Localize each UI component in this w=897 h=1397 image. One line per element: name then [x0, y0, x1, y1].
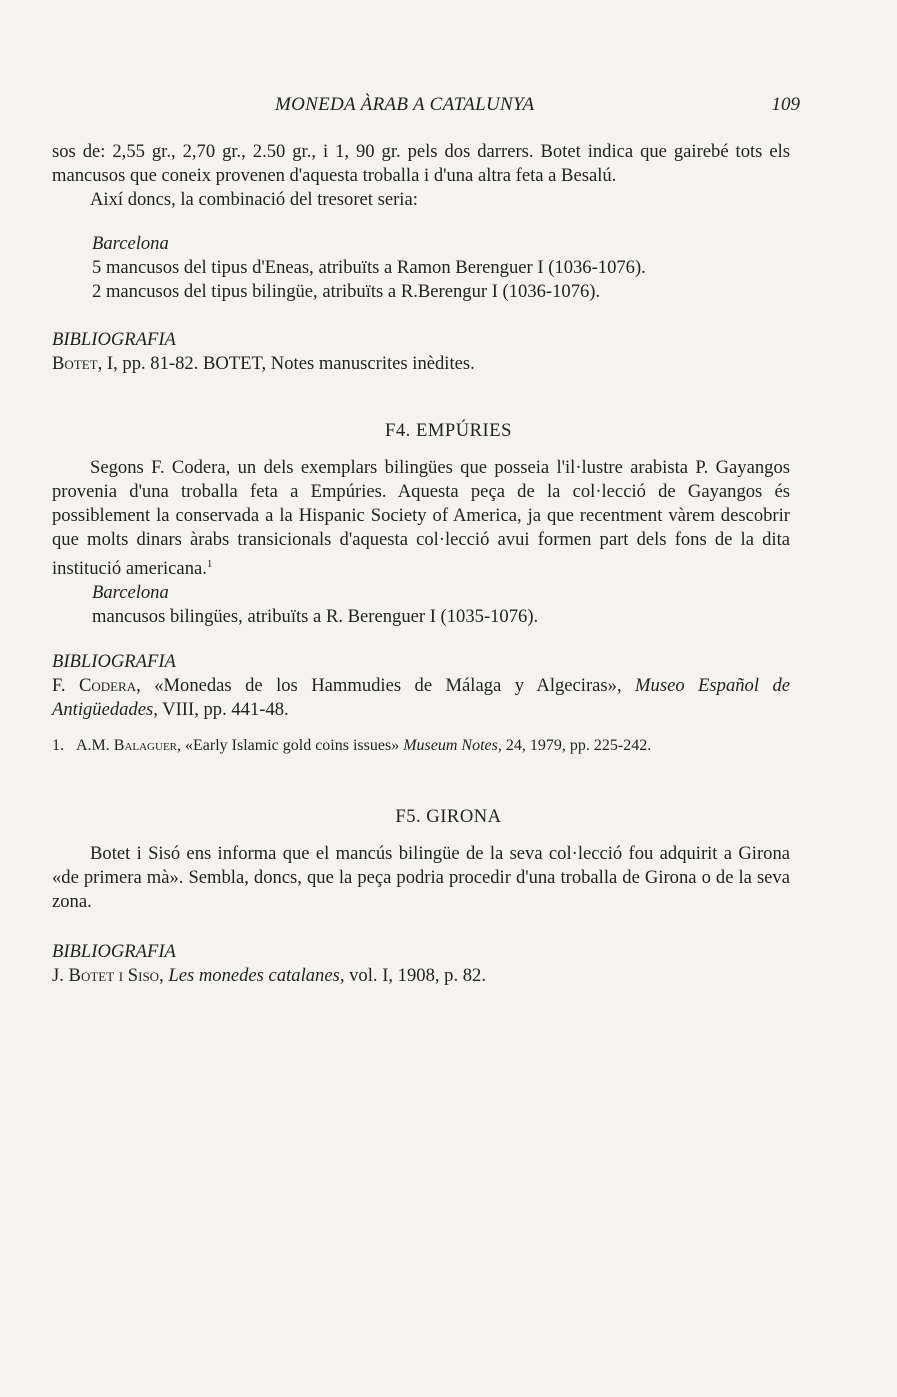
- place-label: Barcelona: [92, 233, 169, 254]
- bibliography-entry: Botet, I, pp. 81-82. BOTET, Notes manuscrites inèdites.: [52, 353, 475, 374]
- bibliography-heading: BIBLIOGRAFIA: [52, 651, 176, 672]
- section-heading-f5: F5. GIRONA: [395, 806, 502, 827]
- bibliography-f5: [52, 940, 790, 988]
- section-heading-f4: F4. EMPÚRIES: [385, 420, 512, 441]
- running-title: MONEDA ÀRAB A CATALUNYA: [275, 94, 535, 115]
- bibliography-heading: BIBLIOGRAFIA: [52, 941, 176, 962]
- bibliography-entry: F. Codera, «Monedas de los Hammudies de Málaga y Algeciras», Museo Español de Antigüedades, VIII, pp. 441-48.: [52, 675, 790, 720]
- footnote-ref: 1: [206, 558, 213, 570]
- footnote-text: 1. A.M. Balaguer, «Early Islamic gold coins issues» Museum Notes, 24, 1979, pp. 225-242.: [52, 737, 652, 754]
- paragraph: Així doncs, la combinació del tresoret seria:: [90, 189, 418, 210]
- footnote: [52, 734, 790, 758]
- hoard-item: 5 mancusos del tipus d'Eneas, atribuïts a Ramon Berenguer I (1036-1076).: [92, 257, 646, 278]
- bibliography-f4: [52, 650, 790, 722]
- paragraph: Segons F. Codera, un dels exemplars bilingües que posseia l'il·lustre arabista P. Gayangos provenia d'una troballa feta a Empúries. Aquesta peça de la col·lecció de Gayangos és possiblement la conservada a la Hispanic Society of America, ja que recentment vàrem descobrir que molts dinars àrabs transicionals d'aquesta col·lecció avui formen part dels fons de la dita institució americana.$^1$: [52, 457, 790, 580]
- bibliography-entry: J. Botet i Siso, Les monedes catalanes, vol. I, 1908, p. 82.: [52, 965, 486, 986]
- hoard-item: 2 mancusos del tipus bilingüe, atribuïts a R.Berengur I (1036-1076).: [92, 281, 601, 302]
- bibliography-f3: [52, 328, 790, 376]
- place-label: Barcelona: [92, 582, 169, 604]
- page-number: 109: [771, 94, 800, 115]
- paragraph: Botet i Sisó ens informa que el mancús bilingüe de la seva col·lecció fou adquirit a Girona «de primera mà». Sembla, doncs, que la peça podria procedir d'una troballa de Girona o de la seva zona.: [52, 843, 790, 912]
- paragraph: sos de: 2,55 gr., 2,70 gr., 2.50 gr., i 1, 90 gr. pels dos darrers. Botet indica que gairebé tots els mancusos que coneix provenen d'aquesta troballa i d'una altra feta a Besalú.: [52, 141, 790, 186]
- section-f4-body: [52, 456, 790, 629]
- section-f5-body: [52, 842, 790, 914]
- hoard-list: [52, 232, 790, 304]
- section-f3-continuation: [52, 140, 790, 212]
- hoard-item: mancusos bilingües, atribuïts a R. Berenguer I (1035-1076).: [92, 606, 539, 628]
- bibliography-heading: BIBLIOGRAFIA: [52, 329, 176, 350]
